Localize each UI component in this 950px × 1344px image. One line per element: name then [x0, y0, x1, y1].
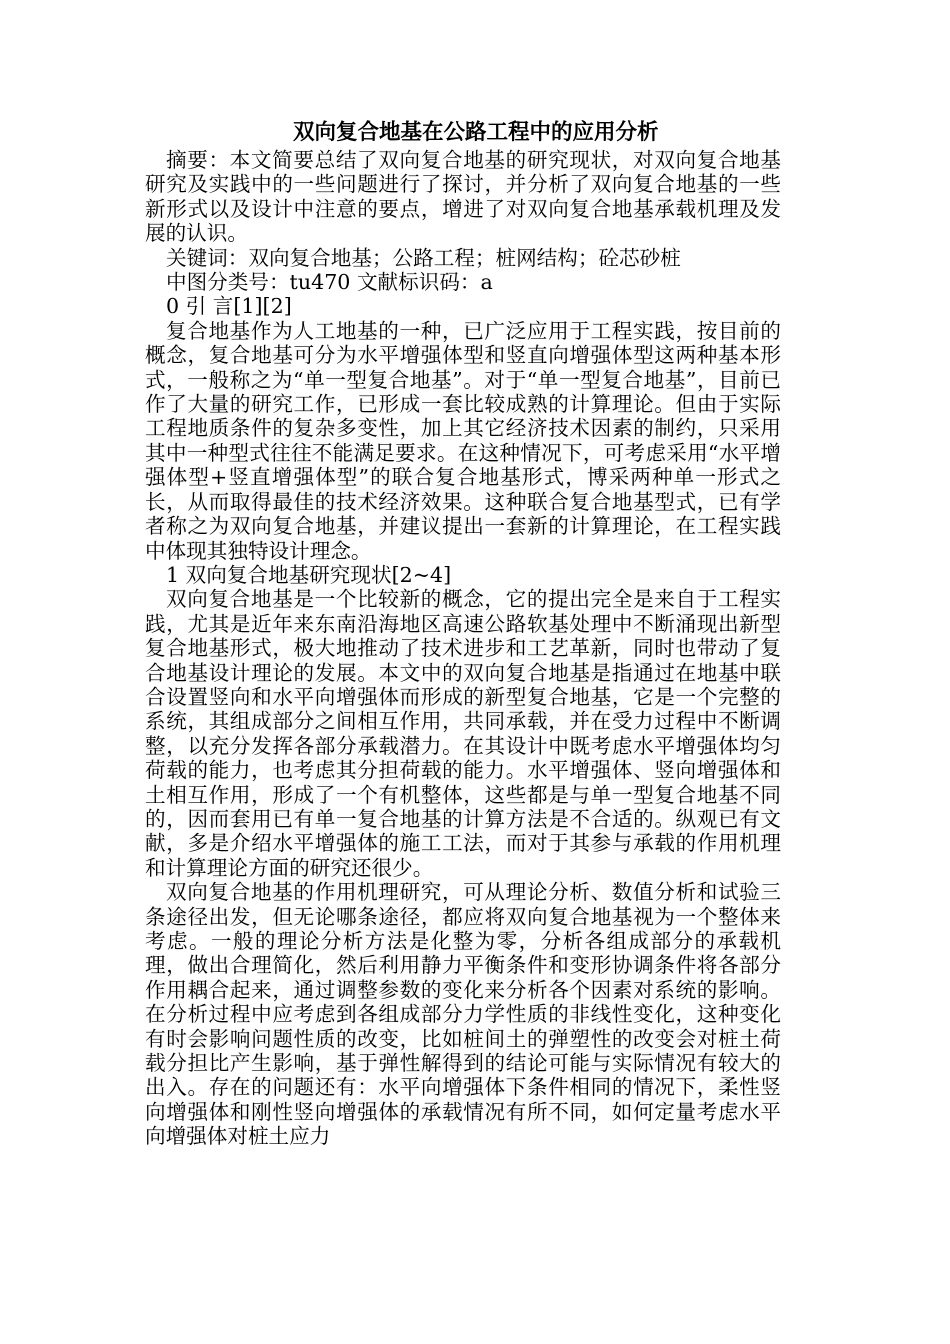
keywords-line: 关键词：双向复合地基；公路工程；桩网结构；砼芯砂桩 [166, 245, 681, 270]
section-1-paragraph-1: 双向复合地基是一个比较新的概念，它的提出完全是来自于工程实践，尤其是近年来东南沿海地区高速公路软基处理中不断涌现出新型复合地基形式，极大地推动了技术进步和工艺革新，同时也带动了复合地基设计理论的发展。本文中的双向复合地基是指通过在地基中联合设置竖向和水平向增强体而形成的新型复合地基，它是一个完整的系统，其组成部分之间相互作用，共同承载，并在受力过程中不断调整，以充分发挥各部分承载潜力。在其设计中既考虑水平增强体均匀荷载的能力，也考虑其分担荷载的能力。水平增强体、竖向增强体和土相互作用，形成了一个有机整体，这些都是与单一型复合地基不同的，因而套用已有单一复合地基的计算方法是不合适的。纵观已有文献，多是介绍水平增强体的施工工法，而对于其参与承载的作用机理和计算理论方面的研究还很少。 [145, 587, 781, 880]
abstract-paragraph: 摘要：本文简要总结了双向复合地基的研究现状，对双向复合地基研究及实践中的一些问题进行了探讨，并分析了双向复合地基的一些新形式以及设计中注意的要点，增进了对双向复合地基承载机理及发展的认识。 [145, 148, 781, 246]
section-0-heading: 0 引 言[1][2] [166, 294, 292, 319]
document-title: 双向复合地基在公路工程中的应用分析 [293, 120, 659, 145]
section-0-paragraph: 复合地基作为人工地基的一种，已广泛应用于工程实践，按目前的概念，复合地基可分为水平增强体型和竖直向增强体型这两种基本形式，一般称之为“单一型复合地基”。对于“单一型复合地基”，目前已作了大量的研究工作，已形成一套比较成熟的计算理论。但由于实际工程地质条件的复杂多变性，加上其它经济技术因素的制约，只采用其中一种型式往往不能满足要求。在这种情况下，可考虑采用“水平增强体型+竖直增强体型”的联合复合地基形式，博采两种单一形式之长，从而取得最佳的技术经济效果。这种联合复合地基型式，已有学者称之为双向复合地基，并建议提出一套新的计算理论，在工程实践中体现其独特设计理念。 [145, 318, 781, 563]
section-1-paragraph-2: 双向复合地基的作用机理研究，可从理论分析、数值分析和试验三条途径出发，但无论哪条途径，都应将双向复合地基视为一个整体来考虑。一般的理论分析方法是化整为零，分析各组成部分的承载机理，做出合理简化，然后利用静力平衡条件和变形协调条件将各部分作用耦合起来，通过调整参数的变化来分析各个因素对系统的影响。在分析过程中应考虑到各组成部分力学性质的非线性变化，这种变化有时会影响问题性质的改变，比如桩间土的弹塑性的改变会对桩土荷载分担比产生影响，基于弹性解得到的结论可能与实际情况有较大的出入。存在的问题还有：水平向增强体下条件相同的情况下，柔性竖向增强体和刚性竖向增强体的承载情况有所不同，如何定量考虑水平向增强体对桩土应力 [145, 880, 781, 1149]
section-1-heading: 1 双向复合地基研究现状[2~4] [166, 562, 452, 587]
document-page [145, 118, 781, 1149]
classification-line: 中图分类号：tu470 文献标识码：a [166, 270, 493, 295]
